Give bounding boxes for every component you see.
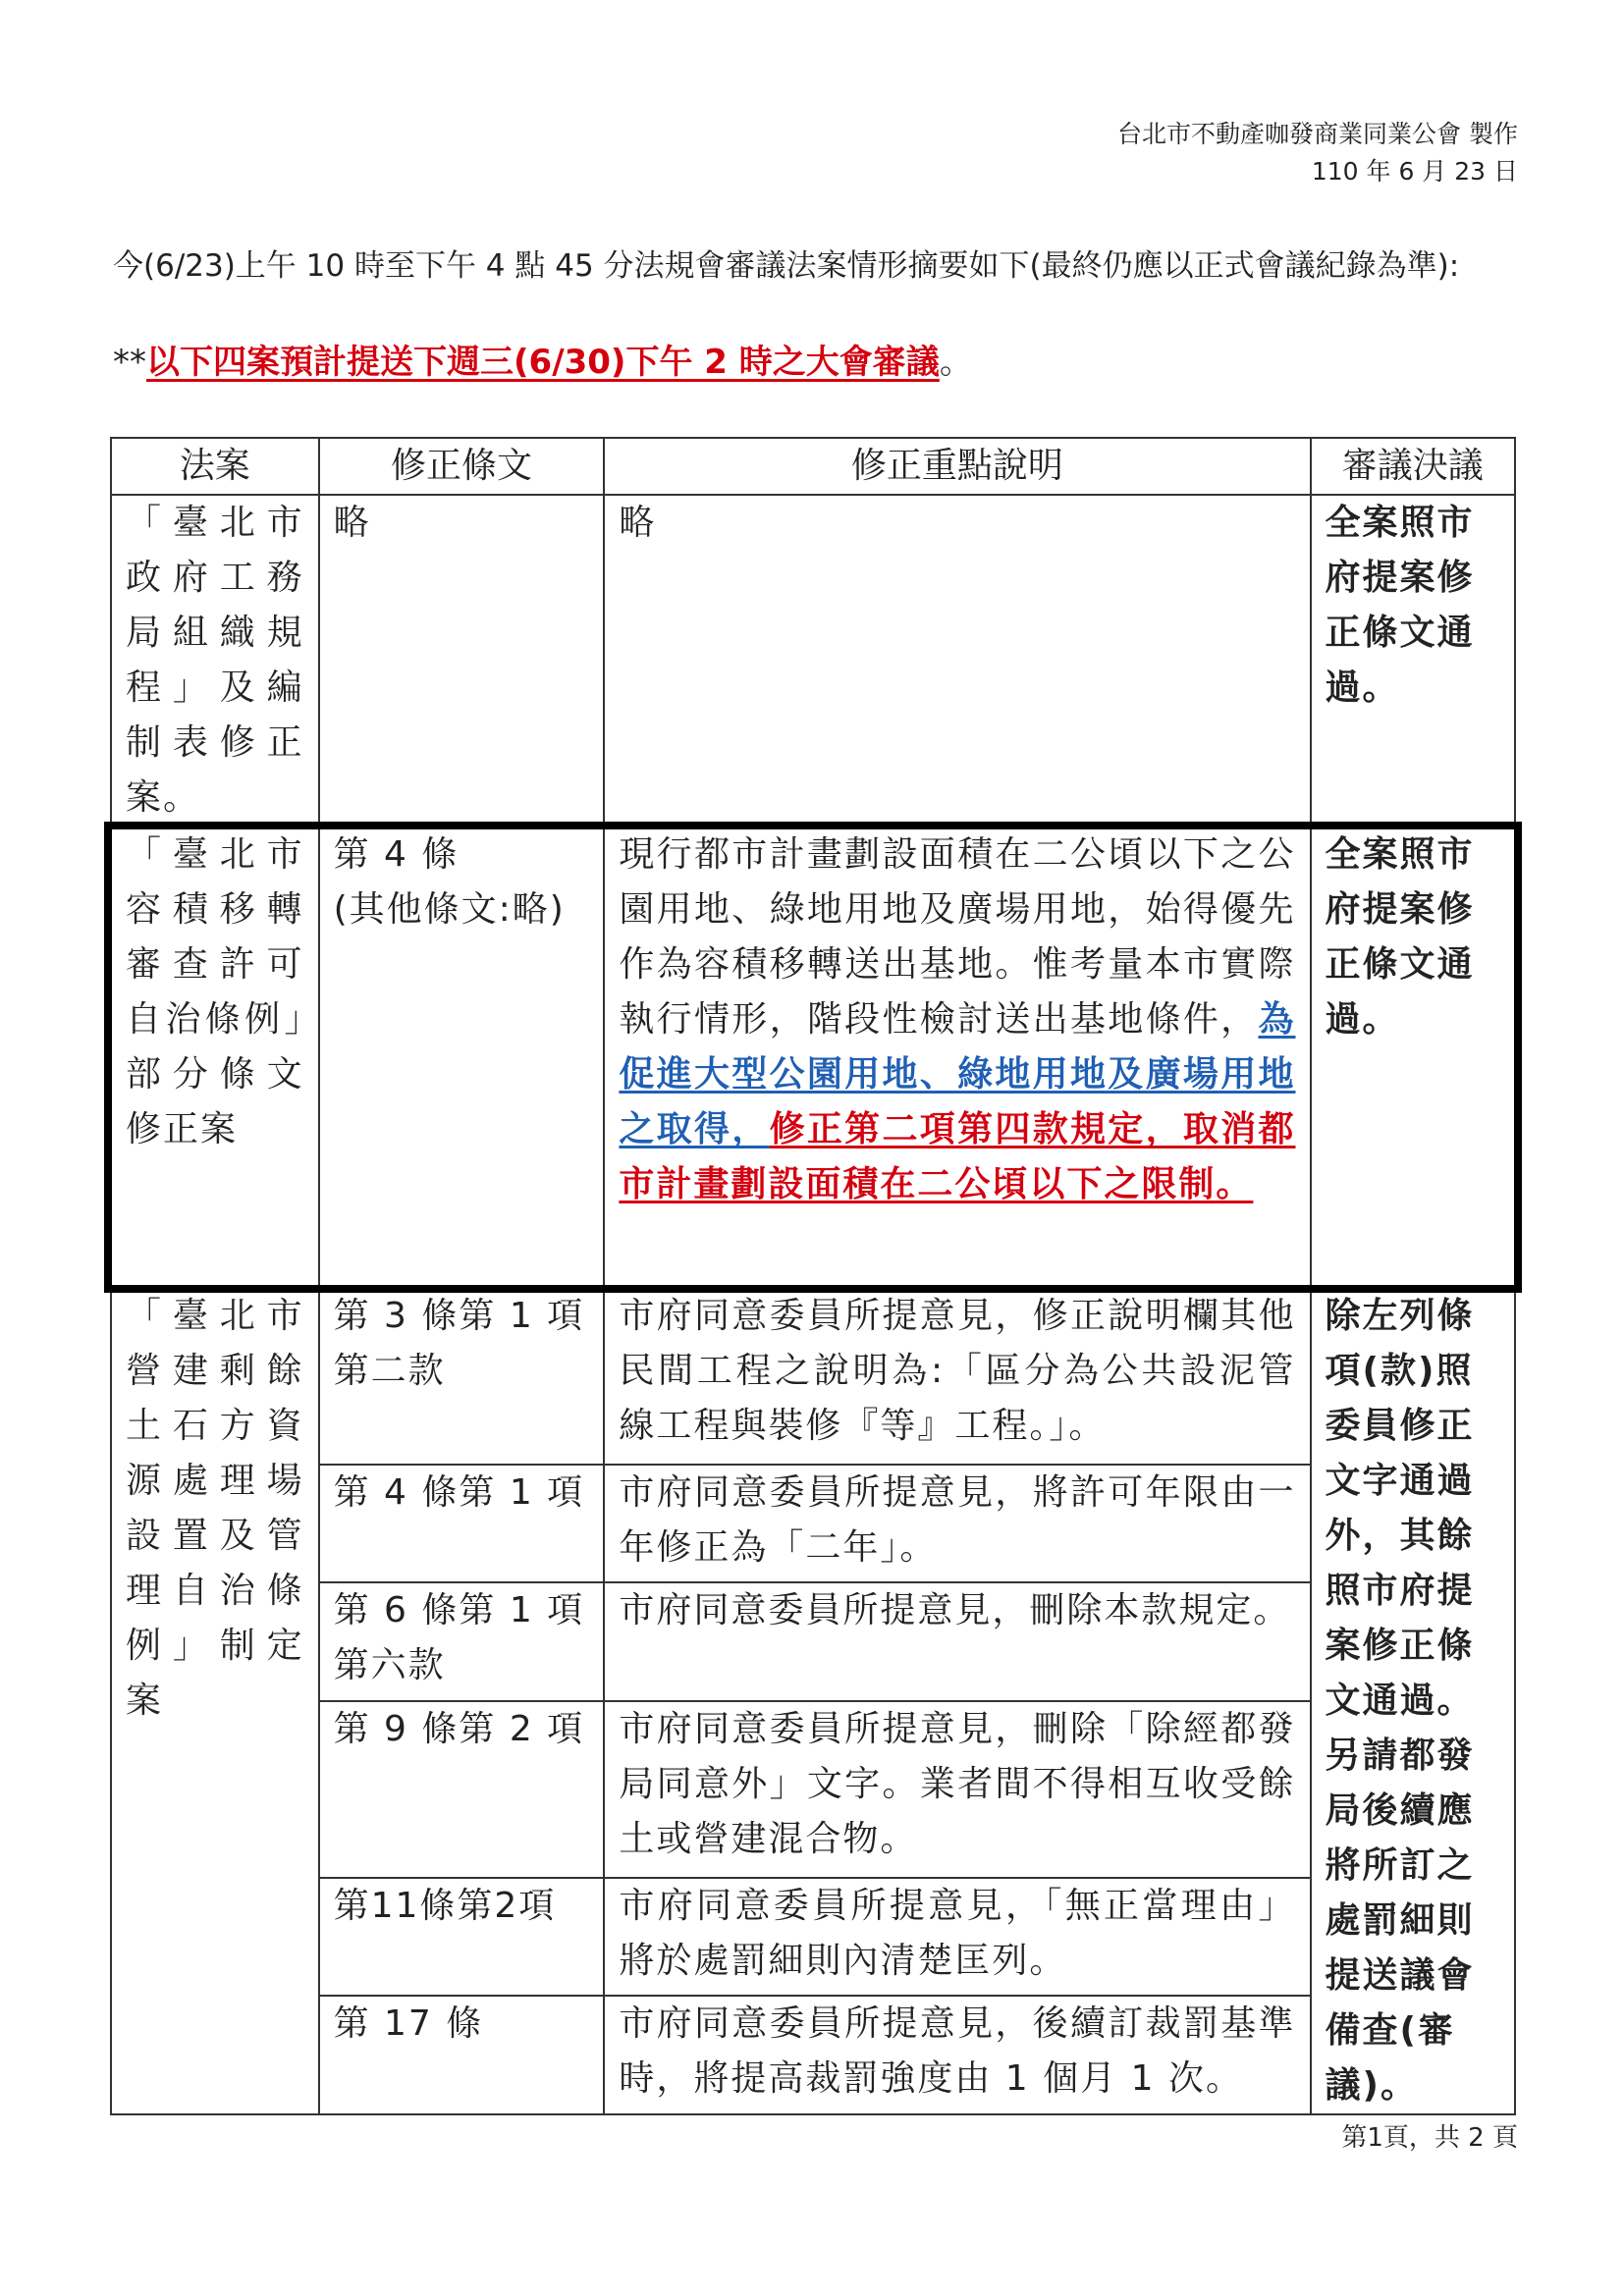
case2-article-main: 第 4 條	[333, 834, 460, 875]
table-row	[111, 1878, 1515, 1997]
header-law: 法案	[111, 438, 319, 495]
header-resolution: 審議決議	[1311, 438, 1515, 495]
case3-explanation-3: 市府同意委員所提意見，刪除本款規定。	[604, 1582, 1310, 1701]
case3-article-2: 第 4 條第 1 項	[319, 1465, 605, 1583]
case3-article-3: 第 6 條第 1 項第六款	[319, 1582, 605, 1701]
table-header-row	[111, 438, 1515, 495]
table-row	[111, 1288, 1515, 1465]
intro-paragraph: 今(6/23)上午 10 時至下午 4 點 45 分法規會審議法案情形摘要如下(最終仍應以正式會議紀錄為準):	[113, 248, 1460, 284]
header-organization: 台北市不動產咖發商業同業公會 製作	[1117, 120, 1518, 148]
review-table	[110, 437, 1516, 2115]
notice-end: 。	[939, 343, 973, 382]
case3-article-4: 第 9 條第 2 項	[319, 1701, 605, 1878]
table-row	[111, 827, 1515, 1288]
case3-article-5: 第11條第2項	[319, 1878, 605, 1997]
case2-explanation-blue: 為促進大型公園用地、綠地用地及廣場用地之取得，	[619, 999, 1296, 1149]
table-row	[111, 495, 1515, 827]
table-row	[111, 1582, 1515, 1701]
case2-article	[319, 827, 605, 1288]
case3-article-6: 第 17 條	[319, 1996, 605, 2114]
case3-explanation-2: 市府同意委員所提意見，將許可年限由一年修正為「二年」。	[604, 1465, 1310, 1583]
case2-resolution: 全案照市府提案修正條文通過。	[1311, 827, 1515, 1288]
case2-article-other: (其他條文:略)	[333, 889, 566, 930]
header-explanation: 修正重點說明	[604, 438, 1310, 495]
notice-stars: **	[113, 343, 146, 382]
case3-explanation-1: 市府同意委員所提意見，修正說明欄其他民間工程之說明為:「區分為公共設泥管線工程與裝修『等』工程。」。	[604, 1288, 1310, 1465]
case3-explanation-5: 市府同意委員所提意見，「無正當理由」將於處罰細則內清楚匡列。	[604, 1878, 1310, 1997]
case1-resolution: 全案照市府提案修正條文通過。	[1311, 495, 1515, 827]
case2-explanation-red: 修正第二項第四款規定，取消都市計畫劃設面積在二公頃以下之限制	[619, 1109, 1296, 1204]
case3-explanation-4: 市府同意委員所提意見，刪除「除經都發局同意外」文字。業者間不得相互收受餘土或營建混合物。	[604, 1701, 1310, 1878]
case3-explanation-6: 市府同意委員所提意見，後續訂裁罰基準時，將提高裁罰強度由 1 個月 1 次。	[604, 1996, 1310, 2114]
case2-explanation	[604, 827, 1310, 1288]
case1-law: 「臺北市政府工務局組織規程」及編制表修正案。	[111, 495, 319, 827]
case1-explanation: 略	[604, 495, 1310, 827]
case1-article: 略	[319, 495, 605, 827]
case3-article-1: 第 3 條第 1 項第二款	[319, 1288, 605, 1465]
case2-explanation-end: 。	[1216, 1164, 1254, 1204]
notice-line	[113, 340, 973, 385]
header-article: 修正條文	[319, 438, 605, 495]
document-header	[1117, 116, 1518, 190]
table-row	[111, 1996, 1515, 2114]
header-date: 110 年 6 月 23 日	[1311, 157, 1518, 186]
table-row	[111, 1701, 1515, 1878]
page-number: 第1頁，共 2 頁	[1341, 2123, 1518, 2153]
table-row	[111, 1465, 1515, 1583]
case3-resolution: 除左列條項(款)照委員修正文字通過外，其餘照市府提案修正條文通過。另請都發局後續應將所訂之處罰細則提送議會備查(審議)。	[1311, 1288, 1515, 2114]
case2-explanation-plain: 現行都市計畫劃設面積在二公頃以下之公園用地、綠地用地及廣場用地，始得優先作為容積移轉送出基地。惟考量本市實際執行情形，階段性檢討送出基地條件，	[619, 834, 1296, 1040]
case2-law: 「臺北市容積移轉審查許可自治條例」部分條文修正案	[111, 827, 319, 1288]
notice-text: 以下四案預計提送下週三(6/30)下午 2 時之大會審議	[146, 343, 940, 382]
case3-law: 「臺北市營建剩餘土石方資源處理場設置及管理自治條例」制定案	[111, 1288, 319, 2114]
